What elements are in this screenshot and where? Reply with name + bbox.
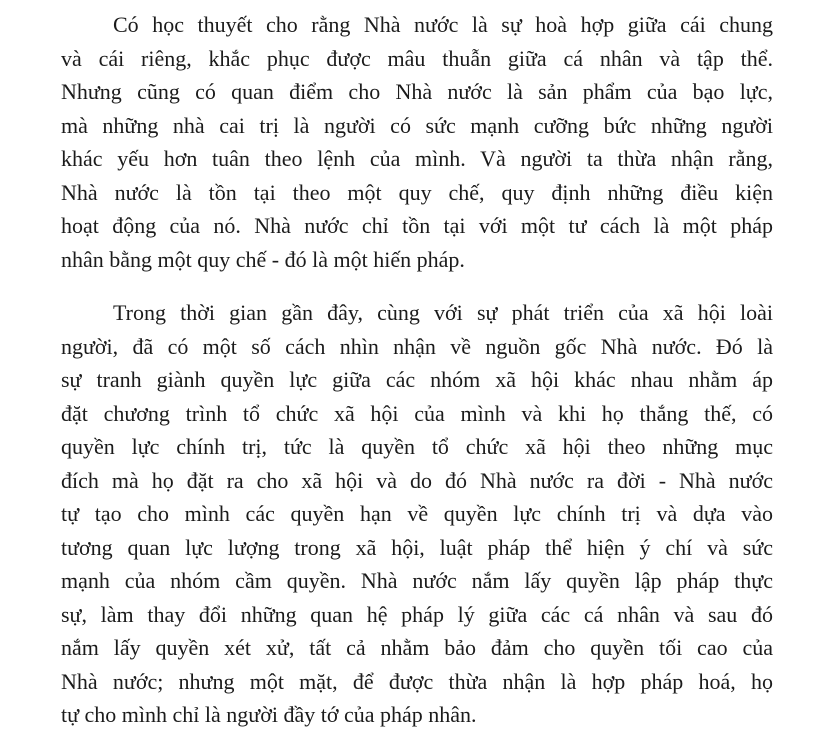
text-line: mạnh của nhóm cầm quyền. Nhà nước nắm lấy quyền lập pháp thực: [61, 568, 773, 593]
text-line: sự, làm thay đổi những quan hệ pháp lý giữa các cá nhân và sau đó: [61, 601, 773, 627]
text-line: mà những nhà cai trị là người có sức mạnh cưỡng bức những người: [61, 112, 773, 138]
text-line: nhân bằng một quy chế - đó là một hiến pháp.: [61, 246, 465, 272]
text-line: Nhà nước là tồn tại theo một quy chế, quy định những điều kiện: [61, 179, 773, 205]
text-line: Trong thời gian gần đây, cùng với sự phát triển của xã hội loài: [113, 300, 773, 325]
text-line: tự cho mình chỉ là người đầy tớ của pháp nhân.: [61, 702, 477, 727]
text-line: và cái riêng, khắc phục được mâu thuẫn giữa cá nhân và tập thể.: [61, 45, 773, 71]
paragraph-1: [61, 8, 773, 276]
text-line: Nhà nước; nhưng một mặt, để được thừa nhận là hợp pháp hoá, họ: [61, 668, 773, 694]
text-line: tương quan lực lượng trong xã hội, luật pháp thể hiện ý chí và sức: [61, 534, 773, 560]
text-line: đặt chương trình tổ chức xã hội của mình và khi họ thắng thế, có: [61, 400, 773, 426]
text-line: nắm lấy quyền xét xử, tất cả nhằm bảo đảm cho quyền tối cao của: [61, 635, 773, 660]
text-line: quyền lực chính trị, tức là quyền tổ chức xã hội theo những mục: [61, 434, 773, 459]
text-line: hoạt động của nó. Nhà nước chỉ tồn tại với một tư cách là một pháp: [61, 213, 773, 238]
text-line: Nhưng cũng có quan điểm cho Nhà nước là sản phẩm của bạo lực,: [61, 79, 773, 104]
text-line: khác yếu hơn tuân theo lệnh của mình. Và người ta thừa nhận rằng,: [61, 146, 773, 171]
text-line: tự tạo cho mình các quyền hạn về quyền lực chính trị và dựa vào: [61, 501, 773, 526]
paragraph-2: [61, 296, 773, 732]
text-line: đích mà họ đặt ra cho xã hội và do đó Nhà nước ra đời - Nhà nước: [61, 467, 773, 493]
text-line: người, đã có một số cách nhìn nhận về nguồn gốc Nhà nước. Đó là: [61, 333, 773, 359]
text-line: sự tranh giành quyền lực giữa các nhóm xã hội khác nhau nhằm áp: [61, 367, 773, 392]
text-line: Có học thuyết cho rằng Nhà nước là sự hoà hợp giữa cái chung: [113, 12, 773, 37]
